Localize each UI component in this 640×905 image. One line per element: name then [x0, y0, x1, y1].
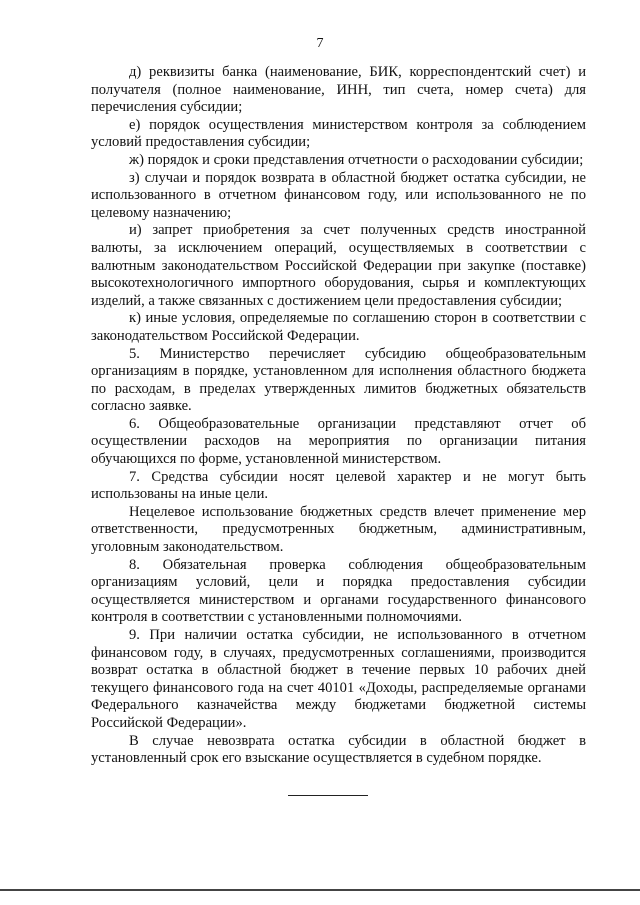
paragraph-zh-reporting: ж) порядок и сроки представления отчетности о расходовании субсидии; — [129, 151, 584, 168]
paragraph-item-6: 6. Общеобразовательные организации представляют отчет об осуществлении расходов на мероприятия по организации питания обучающихся по форме, установленной министерством. — [91, 415, 586, 468]
paragraph-item-7-misuse: Нецелевое использование бюджетных средств влечет применение мер ответственности, предусмотренных бюджетным, административным, уголовным законодательством. — [91, 503, 586, 556]
paragraph-e-control-procedure: е) порядок осуществления министерством контроля за соблюдением условий предоставления субсидии; — [91, 116, 586, 151]
paragraph-item-9: 9. При наличии остатка субсидии, не использованного в отчетном финансовом году, в случаях, предусмотренных соглашениями, производится возврат остатка в областной бюджет в течение первых 10 рабочих дней текущего финансового года на счет 40101 «Доходы, распределяемые органами Федерального казначейства между бюджетами бюджетной системы Российской Федерации». — [91, 627, 586, 731]
paragraph-i-currency-ban: и) запрет приобретения за счет полученных средств иностранной валюты, за исключением операций, осуществляемых в соответствии с валютным законодательством Российской Федерации при закупке (поставке) высокотехнологичного импортного оборудования, сырья и комплектующих изделий, а также связанных с достижением цели предоставления субсидии; — [91, 222, 586, 309]
paragraph-d-bank-details: д) реквизиты банка (наименование, БИК, корреспондентский счет) и получателя (полное наименование, ИНН, тип счета, номер счета) для перечисления субсидии; — [91, 64, 586, 116]
paragraph-item-5: 5. Министерство перечисляет субсидию общеобразовательным организациям в порядке, установленном для исполнения областного бюджета по расходам, в пределах утвержденных лимитов бюджетных обязательств согласно заявке. — [91, 345, 586, 415]
page-number: 7 — [316, 36, 324, 51]
paragraph-z-refund-cases: з) случаи и порядок возврата в областной бюджет остатка субсидии, не использованного в отчетном финансовом году, или использованного не по целевому назначению; — [91, 169, 586, 221]
paragraph-item-9-nonreturn: В случае невозврата остатка субсидии в областной бюджет в установленный срок его взыскание осуществляется в судебном порядке. — [91, 732, 586, 767]
scan-bottom-edge — [0, 889, 640, 891]
end-of-text-rule — [288, 795, 368, 796]
document-body — [91, 64, 586, 768]
paragraph-item-7: 7. Средства субсидии носят целевой характер и не могут быть использованы на иные цели. — [91, 468, 586, 503]
paragraph-item-8: 8. Обязательная проверка соблюдения общеобразовательным организациям условий, цели и порядка предоставления субсидии осуществляется министерством и органами государственного финансового контроля в соответствии с установленными полномочиями. — [91, 556, 586, 626]
paragraph-k-other-terms: к) иные условия, определяемые по соглашению сторон в соответствии с законодательством Российской Федерации. — [91, 310, 586, 344]
